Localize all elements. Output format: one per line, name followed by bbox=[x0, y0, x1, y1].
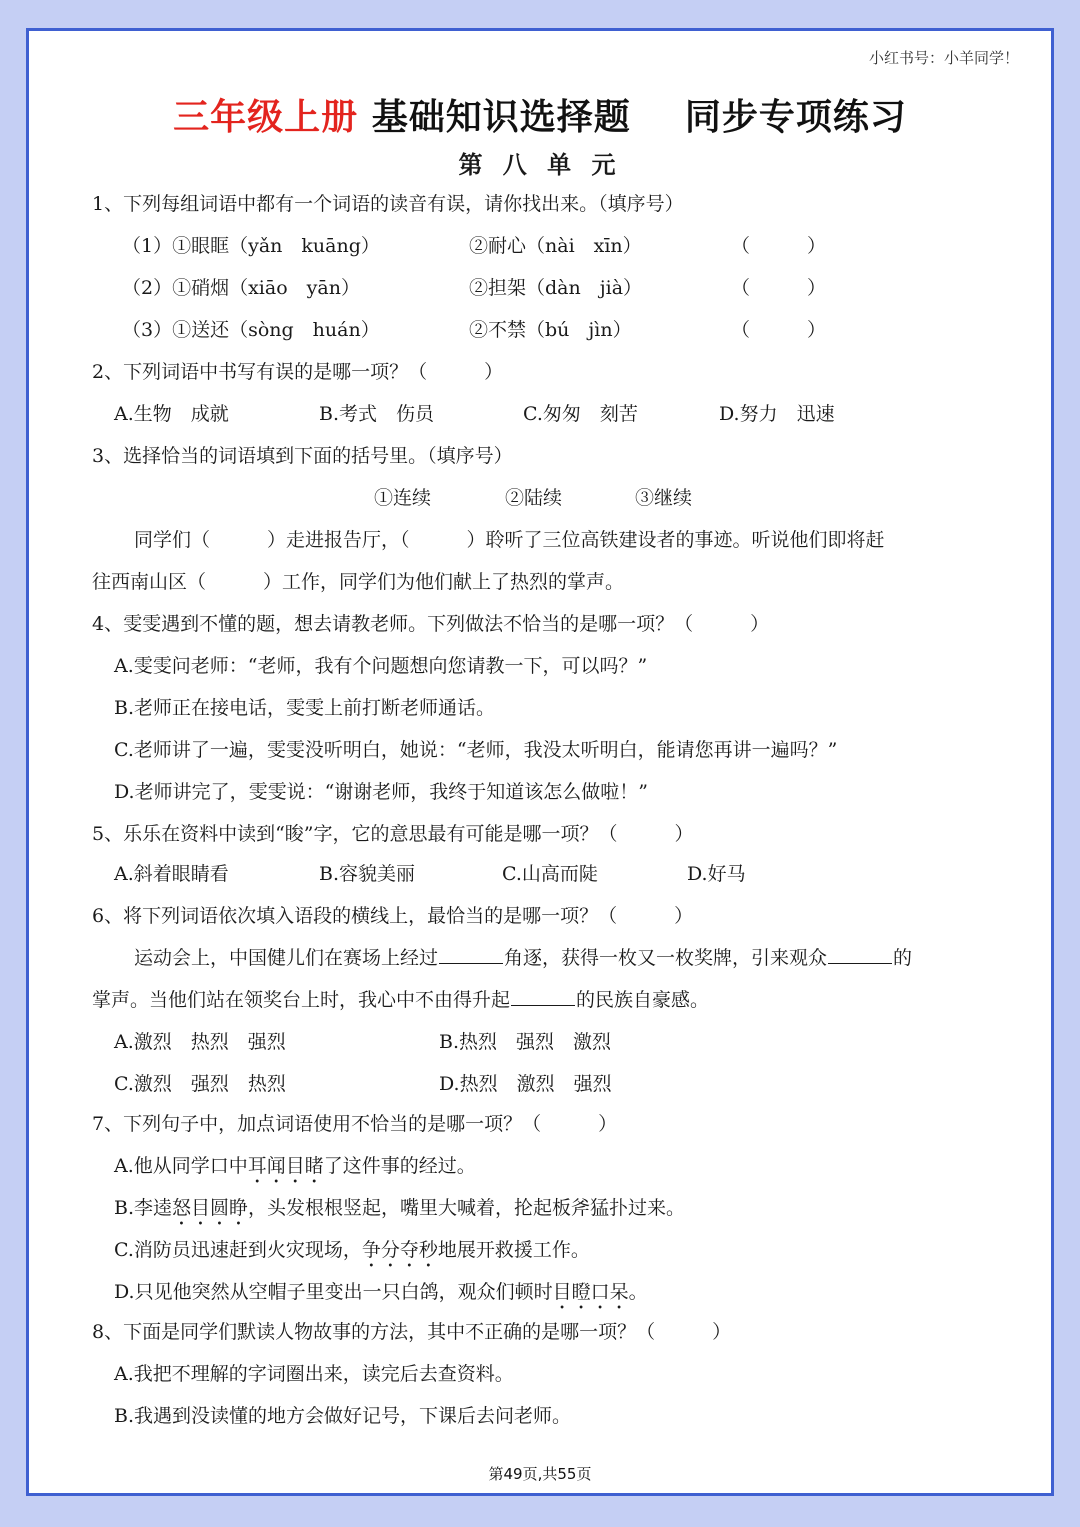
q2-option-c[interactable]: C.匆匆 刻苦 bbox=[523, 403, 638, 425]
q2-option-b[interactable]: B.考式 伤员 bbox=[319, 403, 435, 425]
q6-text-1a: 运动会上，中国健儿们在赛场上经过 bbox=[134, 947, 439, 969]
title-grade: 三年级上册 bbox=[173, 97, 359, 138]
q7-d-pre: D.只见他突然从空帽子里变出一只白鸽，观众们顿时 bbox=[114, 1281, 553, 1303]
q6-option-d[interactable]: D.热烈 激烈 强烈 bbox=[439, 1073, 612, 1095]
q7-option-b[interactable] bbox=[114, 1195, 685, 1230]
q5-option-a[interactable]: A.斜着眼睛看 bbox=[114, 863, 229, 885]
q6-stem: 6、将下列词语依次填入语段的横线上，最恰当的是哪一项？（ ） bbox=[92, 905, 694, 927]
title-topic: 基础知识选择题 bbox=[371, 97, 631, 138]
q7-b-post: ，头发根根竖起，嘴里大喊着，抡起板斧猛扑过来。 bbox=[248, 1197, 686, 1219]
q7-a-pre: A.他从同学口中 bbox=[114, 1155, 248, 1177]
worksheet-page bbox=[26, 28, 1054, 1496]
q8-option-b[interactable]: B.我遇到没读懂的地方会做好记号，下课后去问老师。 bbox=[114, 1405, 572, 1427]
watermark: 小红书号：小羊同学！ bbox=[868, 49, 1019, 67]
q4-option-c[interactable]: C.老师讲了一遍，雯雯没听明白，她说：“老师，我没太听明白，能请您再讲一遍吗？” bbox=[114, 739, 838, 761]
q1-row3-left: （3）①送还（sòng huán） bbox=[122, 319, 380, 341]
q7-c-dotted-word: 争分夺秒 bbox=[361, 1239, 438, 1261]
q7-c-post: 地展开救援工作。 bbox=[437, 1239, 590, 1261]
q6-blank-2[interactable] bbox=[828, 945, 892, 964]
q7-option-c[interactable] bbox=[114, 1237, 590, 1272]
q2-option-a[interactable]: A.生物 成就 bbox=[114, 403, 229, 425]
q7-d-dotted-word: 目瞪口呆 bbox=[552, 1281, 629, 1303]
q6-passage-line1 bbox=[134, 945, 912, 971]
q6-option-a[interactable]: A.激烈 热烈 强烈 bbox=[114, 1031, 286, 1053]
q6-option-b[interactable]: B.热烈 强烈 激烈 bbox=[439, 1031, 612, 1053]
q7-a-post: 了这件事的经过。 bbox=[323, 1155, 476, 1177]
q2-option-d[interactable]: D.努力 迅速 bbox=[719, 403, 835, 425]
q6-text-2b: 的民族自豪感。 bbox=[576, 989, 710, 1011]
q3-stem: 3、选择恰当的词语填到下面的括号里。（填序号） bbox=[92, 445, 513, 467]
q6-blank-3[interactable] bbox=[511, 987, 575, 1006]
q8-option-a[interactable]: A.我把不理解的字词圈出来，读完后去查资料。 bbox=[114, 1363, 514, 1385]
q4-stem: 4、雯雯遇到不懂的题，想去请教老师。下列做法不恰当的是哪一项？（ ） bbox=[92, 613, 770, 635]
q3-choice-2: ②陆续 bbox=[505, 487, 563, 509]
page-number: 第49页,共55页 bbox=[488, 1465, 592, 1483]
q7-d-post: 。 bbox=[628, 1281, 648, 1303]
q8-stem: 8、下面是同学们默读人物故事的方法，其中不正确的是哪一项？（ ） bbox=[92, 1321, 732, 1343]
q6-passage-line2 bbox=[92, 987, 709, 1013]
q4-option-a[interactable]: A.雯雯问老师：“老师，我有个问题想向您请教一下，可以吗？” bbox=[114, 655, 648, 677]
q5-option-b[interactable]: B.容貌美丽 bbox=[319, 863, 416, 885]
q2-stem: 2、下列词语中书写有误的是哪一项？（ ） bbox=[92, 361, 504, 383]
q7-b-dotted-word: 怒目圆睁 bbox=[172, 1197, 249, 1219]
q7-option-d[interactable] bbox=[114, 1279, 648, 1314]
q4-option-b[interactable]: B.老师正在接电话，雯雯上前打断老师通话。 bbox=[114, 697, 496, 719]
q3-passage-line1: 同学们（ ）走进报告厅，（ ）聆听了三位高铁建设者的事迹。听说他们即将赶 bbox=[134, 529, 885, 551]
q5-option-d[interactable]: D.好马 bbox=[687, 863, 746, 885]
q3-choice-1: ①连续 bbox=[374, 487, 432, 509]
q6-text-1c: 的 bbox=[893, 947, 913, 969]
q7-c-pre: C.消防员迅速赶到火灾现场， bbox=[114, 1239, 362, 1261]
q6-option-c[interactable]: C.激烈 强烈 热烈 bbox=[114, 1073, 286, 1095]
q6-blank-1[interactable] bbox=[439, 945, 503, 964]
page-title bbox=[29, 89, 1051, 140]
q1-row1-left: （1）①眼眶（yǎn kuāng） bbox=[122, 235, 380, 257]
q1-stem: 1、下列每组词语中都有一个词语的读音有误，请你找出来。（填序号） bbox=[92, 193, 684, 215]
q1-row1-answer[interactable]: （ ） bbox=[731, 235, 827, 257]
q6-text-2a: 掌声。当他们站在领奖台上时，我心中不由得升起 bbox=[92, 989, 511, 1011]
q7-option-a[interactable] bbox=[114, 1153, 476, 1188]
q4-option-d[interactable]: D.老师讲完了，雯雯说：“谢谢老师，我终于知道该怎么做啦！” bbox=[114, 781, 649, 803]
q1-row1-right: ②耐心（nài xīn） bbox=[469, 235, 642, 257]
title-practice: 同步专项练习 bbox=[684, 97, 907, 138]
q7-stem: 7、下列句子中，加点词语使用不恰当的是哪一项？（ ） bbox=[92, 1113, 618, 1135]
q5-option-c[interactable]: C.山高而陡 bbox=[502, 863, 598, 885]
q1-row2-left: （2）①硝烟（xiāo yān） bbox=[122, 277, 360, 299]
q1-row3-answer[interactable]: （ ） bbox=[731, 319, 827, 341]
q1-row3-right: ②不禁（bú jìn） bbox=[469, 319, 632, 341]
q1-row2-right: ②担架（dàn jià） bbox=[469, 277, 643, 299]
q7-a-dotted-word: 耳闻目睹 bbox=[247, 1155, 324, 1177]
unit-subtitle: 第 八 单 元 bbox=[458, 151, 622, 179]
q3-passage-line2: 往西南山区（ ）工作，同学们为他们献上了热烈的掌声。 bbox=[92, 571, 625, 593]
q6-text-1b: 角逐，获得一枚又一枚奖牌，引来观众 bbox=[504, 947, 828, 969]
q5-stem: 5、乐乐在资料中读到“睃”字，它的意思最有可能是哪一项？（ ） bbox=[92, 823, 694, 845]
q3-choice-3: ③继续 bbox=[635, 487, 693, 509]
q1-row2-answer[interactable]: （ ） bbox=[731, 277, 827, 299]
q7-b-pre: B.李逵 bbox=[114, 1197, 173, 1219]
